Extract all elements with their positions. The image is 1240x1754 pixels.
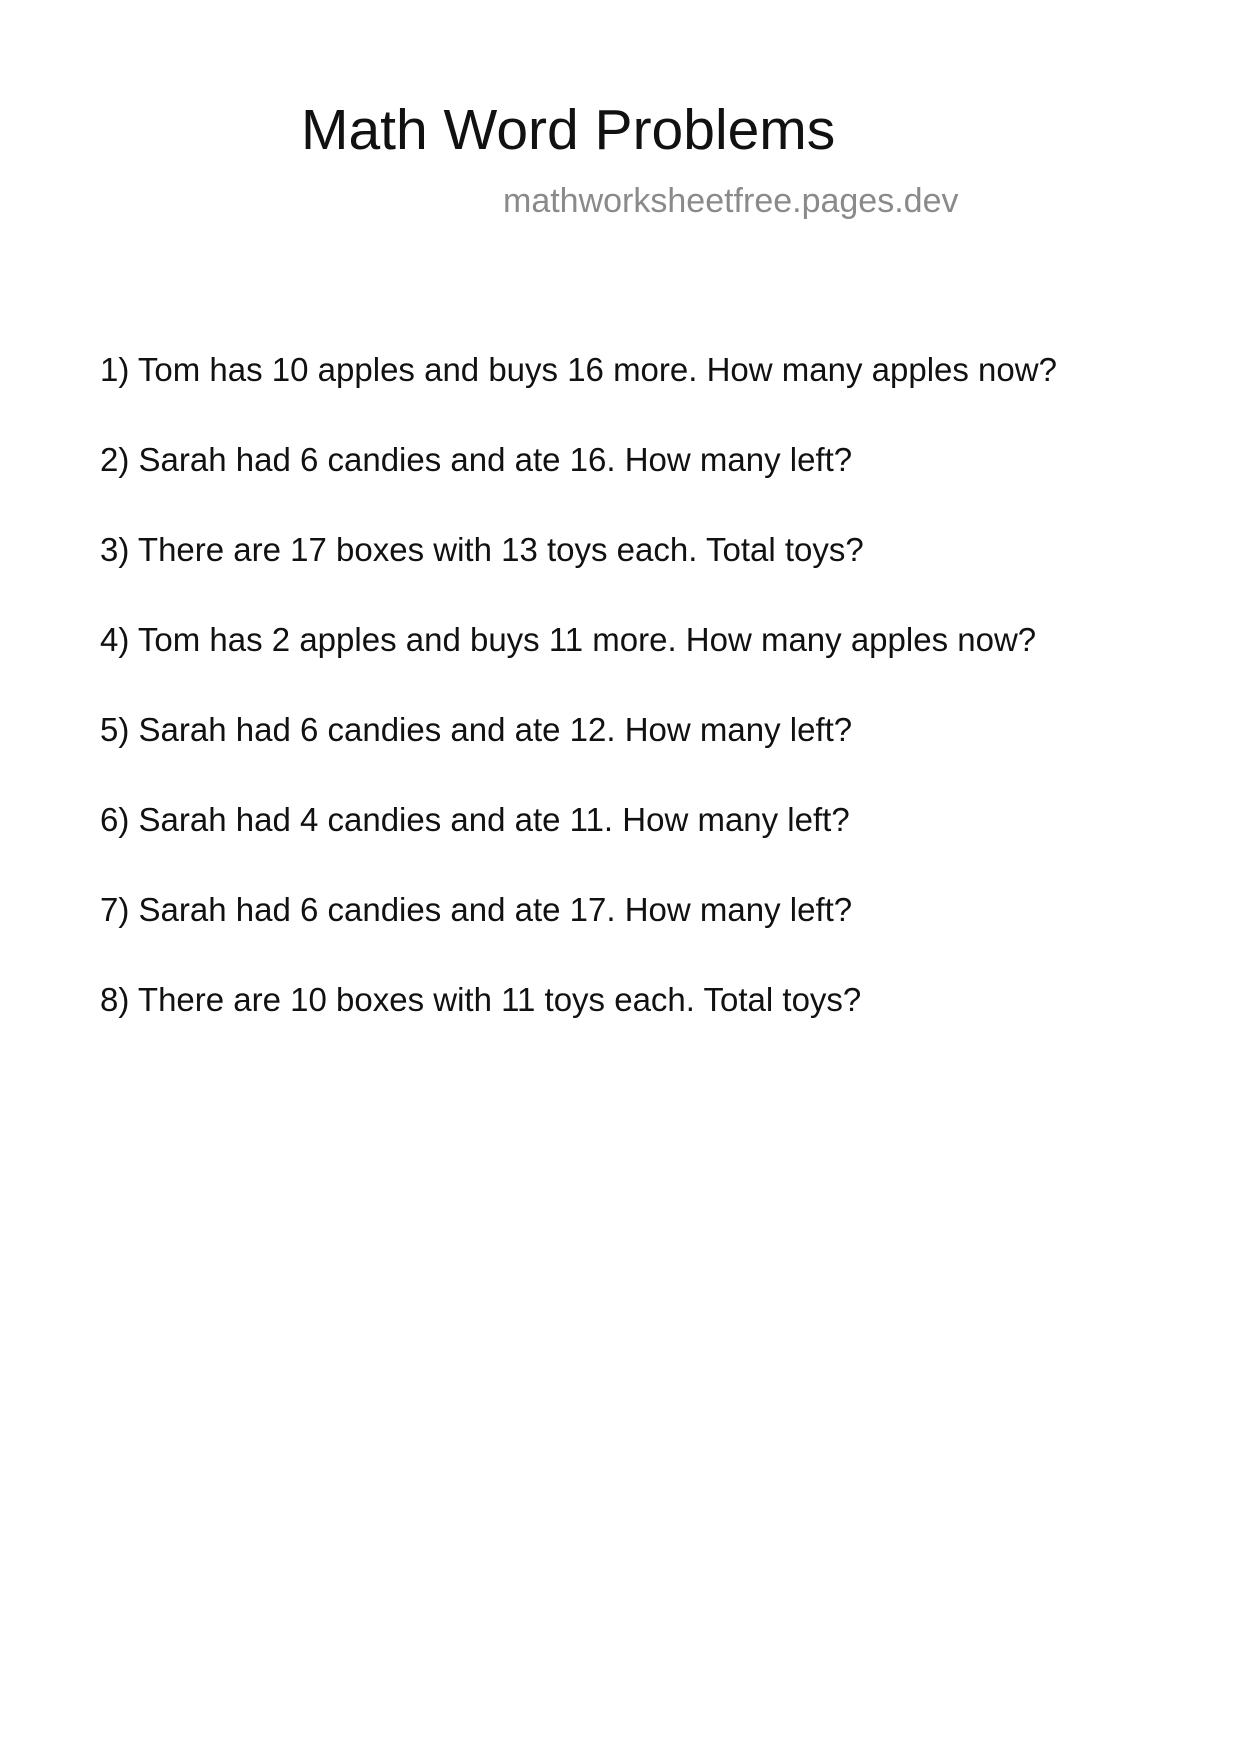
problem-1: 1) Tom has 10 apples and buys 16 more. How many apples now? [100, 351, 1057, 388]
problem-5: 5) Sarah had 6 candies and ate 12. How many left? [100, 711, 853, 748]
problem-8: 8) There are 10 boxes with 11 toys each. Total toys? [100, 981, 862, 1018]
problem-6: 6) Sarah had 4 candies and ate 11. How many left? [100, 801, 850, 838]
problem-2: 2) Sarah had 6 candies and ate 16. How many left? [100, 441, 853, 478]
problem-7: 7) Sarah had 6 candies and ate 17. How many left? [100, 891, 853, 928]
problem-list [100, 350, 1057, 1070]
problem-4: 4) Tom has 2 apples and buys 11 more. How many apples now? [100, 621, 1037, 658]
worksheet-source: mathworksheetfree.pages.dev [503, 182, 959, 220]
problem-3: 3) There are 17 boxes with 13 toys each. Total toys? [100, 531, 864, 568]
worksheet-title: Math Word Problems [301, 98, 836, 162]
